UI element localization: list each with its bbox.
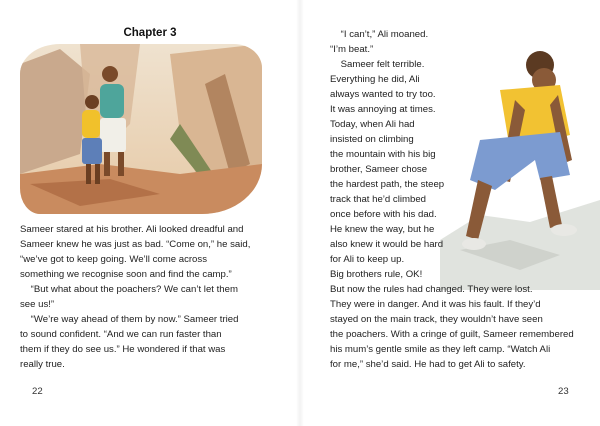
text-line: He knew the way, but he (330, 224, 435, 235)
text-line: the hardest path, the steep (330, 179, 445, 190)
text-line: see us!” (20, 299, 55, 310)
text-line: “But what about the poachers? We can’t let them (20, 284, 238, 295)
text-line: to sound confident. “And we can run faster than (20, 329, 222, 340)
text-line: It was annoying at times. (330, 104, 436, 115)
text-line: something we recognise soon and find the camp.” (20, 269, 232, 280)
text-line: really true. (20, 359, 65, 370)
text-line: Everything he did, Ali (330, 74, 420, 85)
text-line: stayed on the main track, they wouldn’t have seen (330, 314, 543, 325)
text-line: also knew it would be hard (330, 239, 444, 250)
text-line: brother, Sameer chose (330, 164, 428, 175)
text-line: Sameer knew he was just as bad. “Come on,” he said, (20, 239, 251, 250)
illustration-brothers-svg (20, 44, 262, 214)
right-page-text-wide (330, 282, 600, 372)
text-line: “I’m beat.” (330, 44, 374, 55)
chapter-title: Chapter 3 (123, 27, 177, 39)
text-line: for me,” she’d said. He had to get Ali to safety. (330, 359, 526, 370)
text-line: the poachers. With a cringe of guilt, Sameer remembered (330, 329, 574, 340)
left-page-text (20, 222, 285, 372)
text-line: “I can’t,” Ali moaned. (330, 29, 429, 40)
text-line: once before with his dad. (330, 209, 437, 220)
text-line: them if they do see us.” He wondered if that was (20, 344, 226, 355)
text-line: “we’ve got to keep going. We’ll come across (20, 254, 207, 265)
right-page-text-narrow (330, 27, 470, 282)
text-line: Big brothers rule, OK! (330, 269, 423, 280)
text-line: insisted on climbing (330, 134, 414, 145)
text-line: Sameer felt terrible. (330, 59, 425, 70)
text-line: track that he’d climbed (330, 194, 426, 205)
text-line: the mountain with his big (330, 149, 436, 160)
text-line: “We’re way ahead of them by now.” Sameer tried (20, 314, 239, 325)
illustration-brothers-on-mountain (20, 44, 262, 214)
right-page (300, 0, 600, 426)
text-line: for Ali to keep up. (330, 254, 405, 265)
text-line: They were in danger. And it was his fault. If they’d (330, 299, 541, 310)
text-line: Today, when Ali had (330, 119, 415, 130)
text-line: Sameer stared at his brother. Ali looked dreadful and (20, 224, 244, 235)
text-line: his mum’s gentle smile as they left camp. “Watch Ali (330, 344, 551, 355)
page-number-left: 22 (32, 386, 43, 397)
text-line: But now the rules had changed. They were lost. (330, 284, 533, 295)
text-line: always wanted to try too. (330, 89, 436, 100)
page-number-right: 23 (558, 386, 569, 397)
